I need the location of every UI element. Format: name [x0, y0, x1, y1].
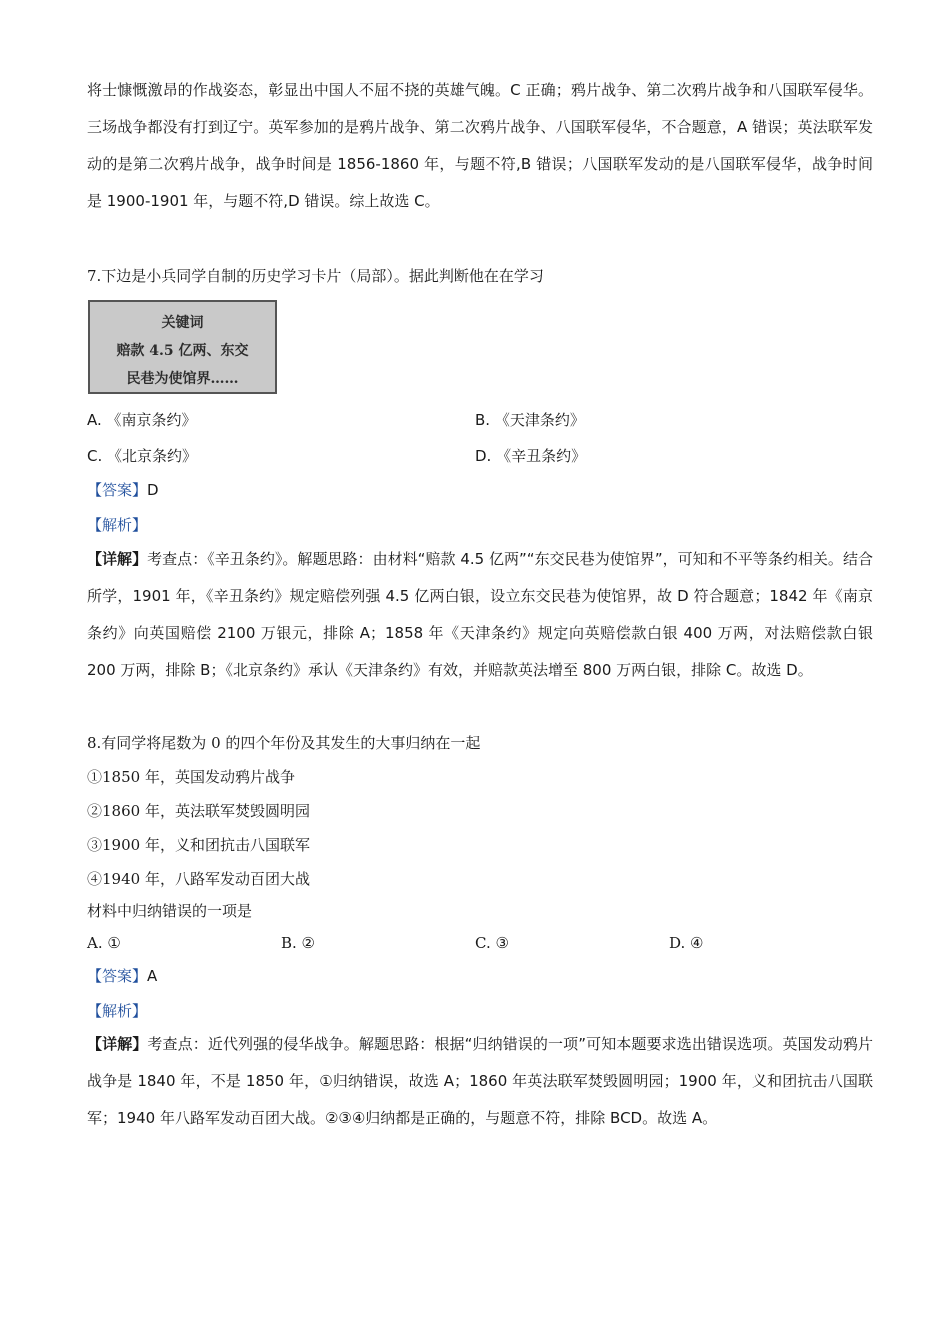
q7-option-c: C. 《北京条约》 — [87, 447, 198, 465]
q6-explanation-continued: 将士慷慨激昂的作战姿态，彰显出中国人不屈不挠的英雄气魄。C 正确；鸦片战争、第二次鸦片战争和八国联军侵华。三场战争都没有打到辽宁。英军参加的是鸦片战争、第二次鸦片战争、八国联军侵华，不合题意，A 错误；英法联军发动的是第二次鸦片战争，战争时间是 1856-1860 年，与题不符,B 错误；八国联军发动的是八国联军侵华，战争时间是 1900-1901 年，与题不符,D 错误。综上故选 C。 — [87, 81, 873, 210]
q7-stem: 7.下边是小兵同学自制的历史学习卡片（局部）。据此判断他在在学习 — [87, 267, 544, 285]
q8-item-1: ①1850 年，英国发动鸦片战争 — [87, 768, 295, 786]
q7-answer — [87, 480, 159, 500]
detail-tag: 【详解】 — [87, 550, 148, 568]
q8-stem: 8.有同学将尾数为 0 的四个年份及其发生的大事归纳在一起 — [87, 734, 481, 752]
detail-tag: 【详解】 — [87, 1035, 148, 1053]
q8-option-d: D. ④ — [669, 934, 704, 952]
detail-text: 考查点：近代列强的侵华战争。解题思路：根据“归纳错误的一项”可知本题要求选出错误选项。英国发动鸦片战争是 1840 年，不是 1850 年，①归纳错误，故选 A；1860 年英法联军焚毁圆明园；1900 年，义和团抗击八国联军；1940 年八路军发动百团大战。②③④归纳都是正确的，与题意不符，排除 BCD。故选 A。 — [87, 1035, 873, 1127]
answer-value: A — [147, 967, 158, 985]
q8-option-b: B. ② — [281, 934, 316, 952]
q8-option-c: C. ③ — [475, 934, 509, 952]
q7-option-b: B. 《天津条约》 — [475, 411, 585, 429]
q8-item-3: ③1900 年，义和团抗击八国联军 — [87, 836, 310, 854]
detail-text: 考查点：《辛丑条约》。解题思路：由材料“赔款 4.5 亿两”“东交民巷为使馆界”，可知和不平等条约相关。结合所学，1901 年，《辛丑条约》规定赔偿列强 4.5 亿两白银，设立东交民巷为使馆界，故 D 符合题意；1842 年《南京条约》向英国赔偿 2100 万银元，排除 A；1858 年《天津条约》规定向英赔偿款白银 400 万两，对法赔偿款白银 200 万两，排除 B；《北京条约》承认《天津条约》有效，并赔款英法增至 800 万两白银，排除 C。故选 D。 — [87, 550, 873, 679]
card-line-2: 赔款 4.5 亿两、东交 — [116, 343, 249, 359]
answer-tag: 【答案】 — [87, 481, 148, 499]
q7-option-d: D. 《辛丑条约》 — [475, 447, 587, 465]
q8-option-a: A. ① — [87, 934, 121, 952]
q8-question: 材料中归纳错误的一项是 — [87, 902, 253, 920]
card-line-3: 民巷为使馆界…… — [126, 371, 239, 387]
q7-study-card-image — [88, 300, 277, 394]
card-line-1: 关键词 — [161, 315, 204, 331]
q7-analysis-tag: 【解析】 — [87, 516, 148, 534]
q8-analysis-tag: 【解析】 — [87, 1002, 148, 1020]
answer-value: D — [147, 481, 159, 499]
q8-item-2: ②1860 年，英法联军焚毁圆明园 — [87, 802, 310, 820]
q7-option-a: A. 《南京条约》 — [87, 411, 197, 429]
q8-answer — [87, 966, 157, 986]
q8-item-4: ④1940 年，八路军发动百团大战 — [87, 870, 310, 888]
q8-detail — [87, 1026, 873, 1137]
answer-tag: 【答案】 — [87, 967, 148, 985]
q7-detail — [87, 541, 873, 689]
